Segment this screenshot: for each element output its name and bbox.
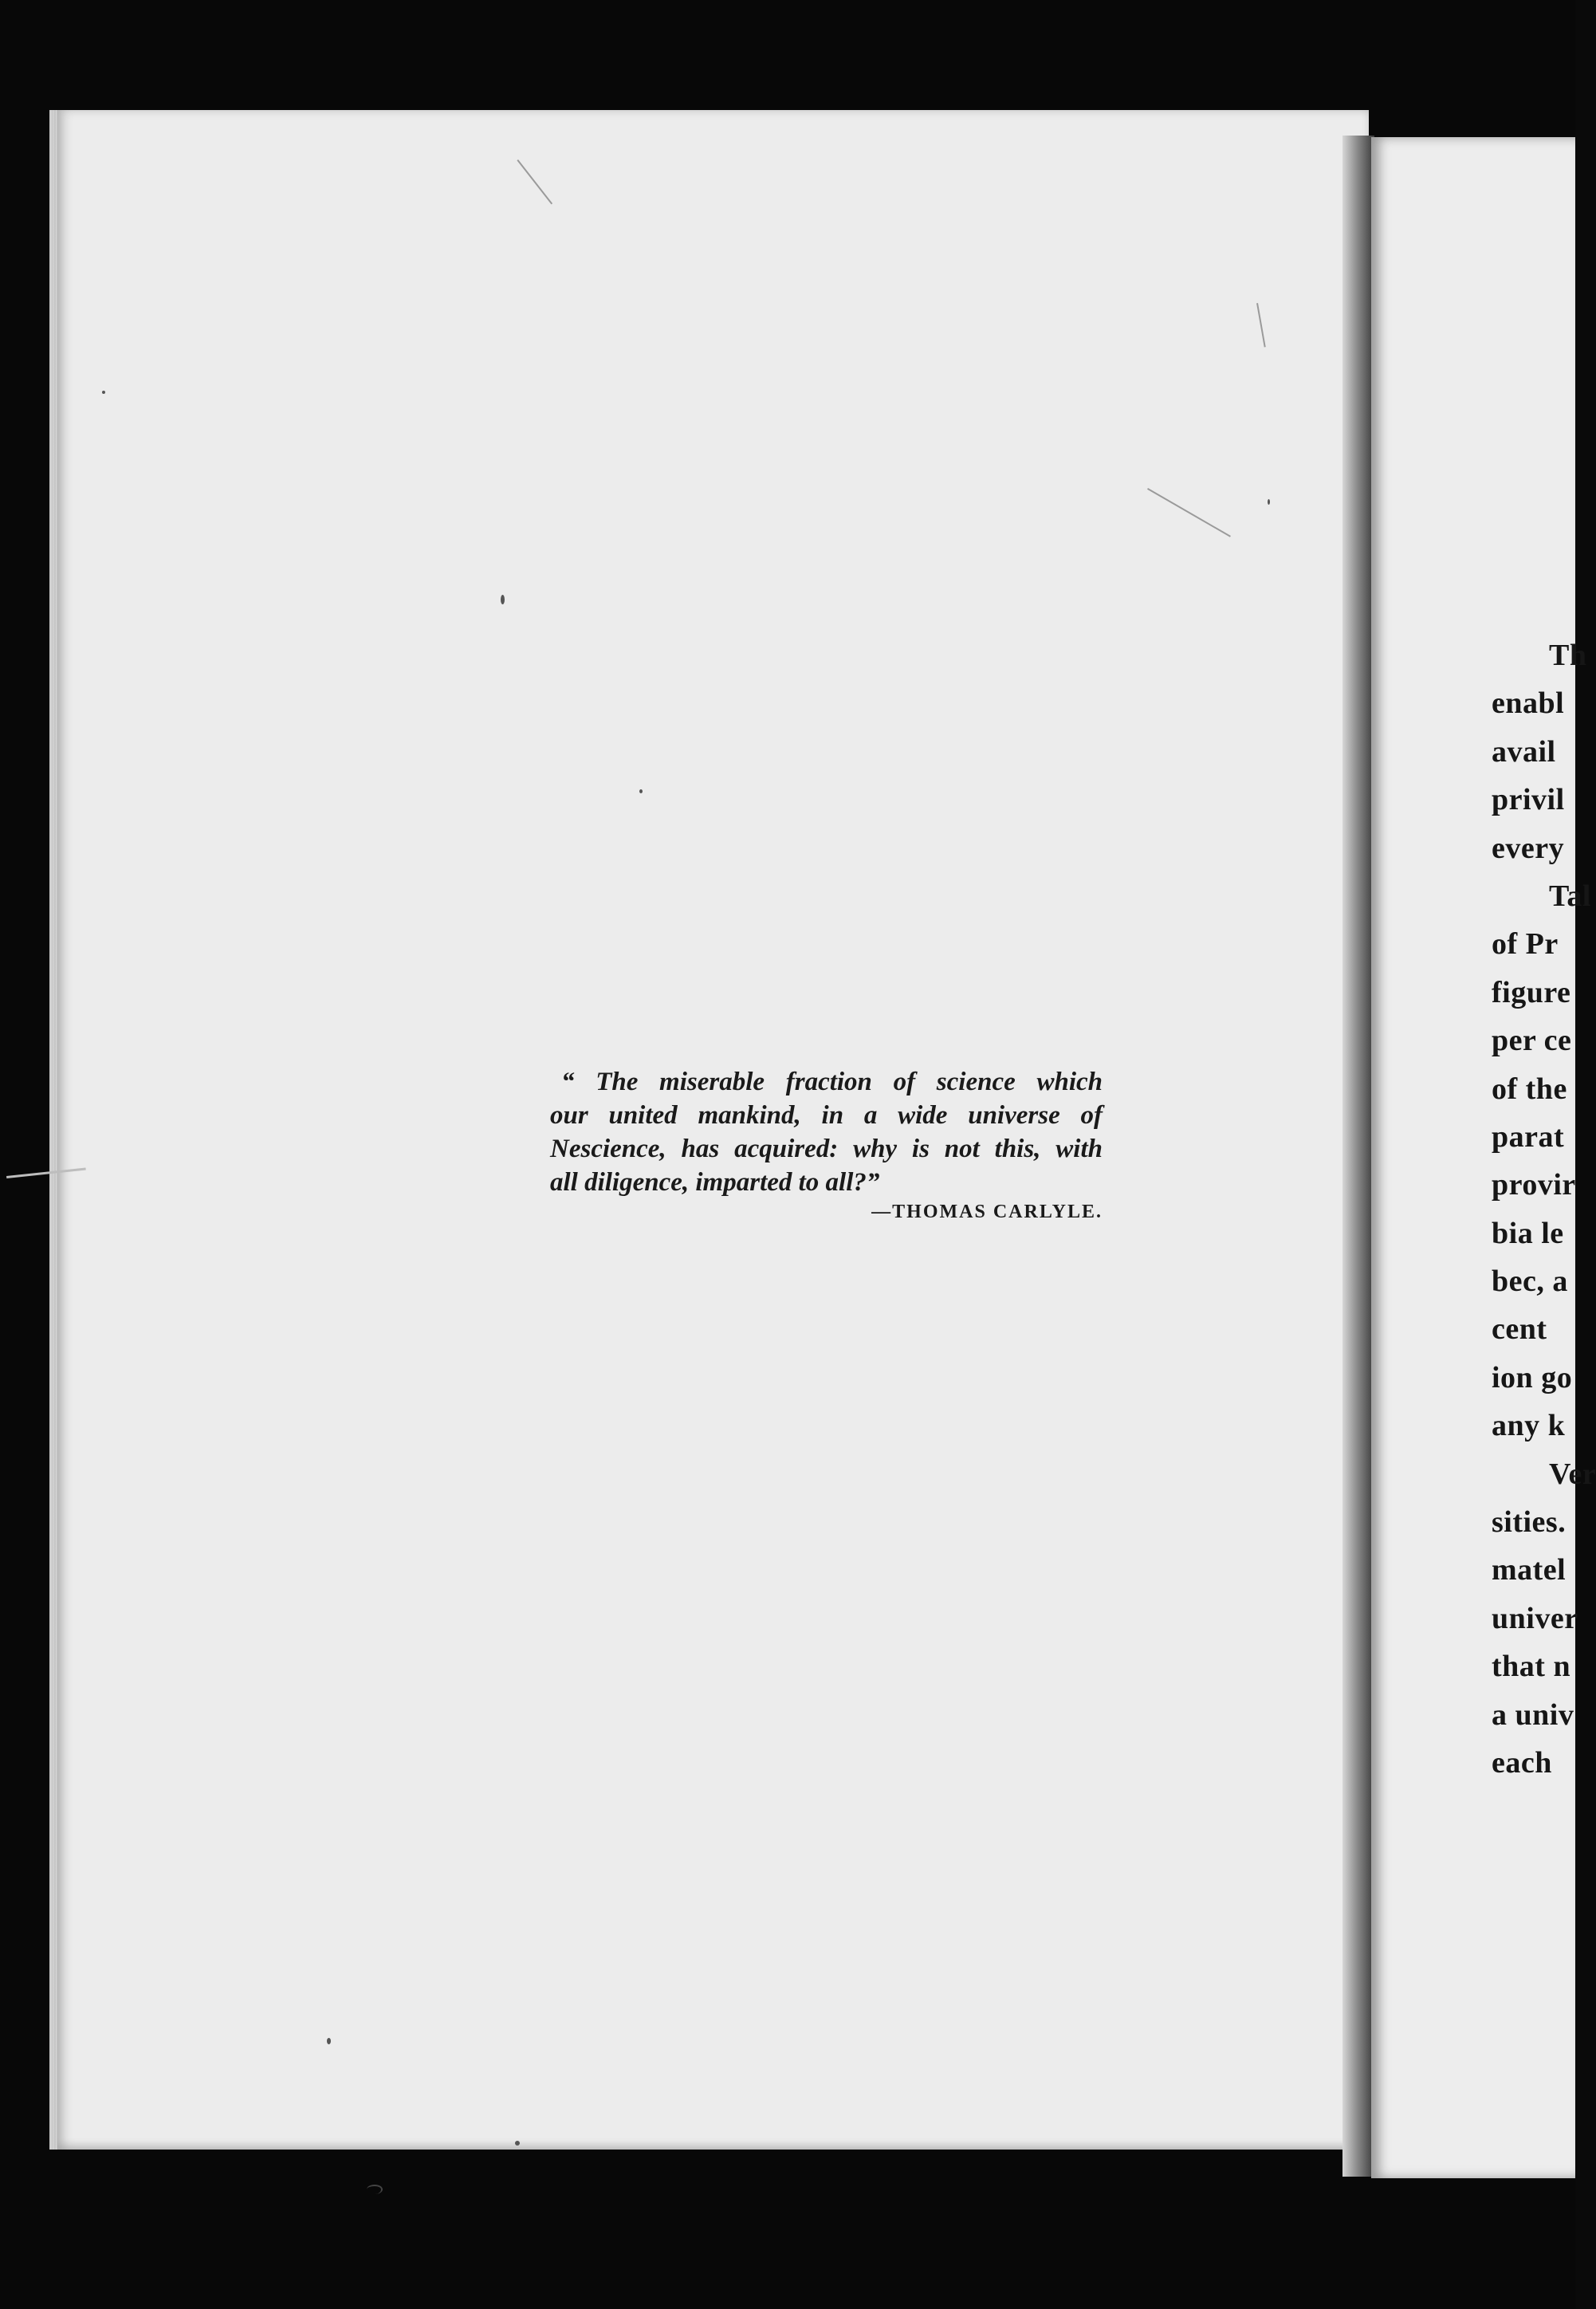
text-line: bia le bbox=[1492, 1216, 1564, 1250]
text-line: matel bbox=[1492, 1553, 1567, 1587]
text-line: avail bbox=[1492, 734, 1556, 769]
text-line: ion go bbox=[1492, 1360, 1573, 1394]
left-page bbox=[49, 110, 1369, 2150]
text-line: that n bbox=[1492, 1650, 1571, 1684]
right-page bbox=[1371, 137, 1596, 2178]
paper-speck bbox=[102, 391, 105, 394]
text-line: of the bbox=[1492, 1072, 1567, 1106]
text-line: bec, a bbox=[1492, 1265, 1568, 1299]
quote-line: Nescience, has acquired: why is not this, with bbox=[550, 1135, 1103, 1163]
quote-line: our united mankind, in a wide universe of bbox=[550, 1101, 1103, 1130]
epigraph bbox=[550, 1065, 1103, 1223]
paper-speck bbox=[327, 2038, 331, 2044]
paper-speck bbox=[639, 789, 643, 793]
text-line: any k bbox=[1492, 1409, 1566, 1443]
text-line: figure bbox=[1492, 975, 1571, 1009]
facing-page-text bbox=[1492, 631, 1596, 1787]
paper-speck bbox=[1268, 499, 1270, 505]
text-line: enabl bbox=[1492, 686, 1565, 721]
text-line: sities. bbox=[1492, 1505, 1567, 1540]
text-line: univer bbox=[1492, 1601, 1578, 1635]
text-line: privil bbox=[1492, 783, 1565, 817]
text-line: a univ bbox=[1492, 1697, 1574, 1732]
text-line: Ver bbox=[1549, 1457, 1596, 1491]
text-line: Th bbox=[1549, 639, 1587, 672]
text-line: each bbox=[1492, 1745, 1552, 1780]
text-line: of Pr bbox=[1492, 927, 1559, 962]
text-line: every bbox=[1492, 831, 1565, 865]
text-line: Tal bbox=[1549, 879, 1591, 913]
paper-speck bbox=[515, 2141, 520, 2146]
quote-text bbox=[550, 1065, 1103, 1199]
scan-artifact bbox=[367, 2185, 383, 2194]
text-line: per ce bbox=[1492, 1024, 1572, 1058]
quote-line: all diligence, imparted to all?” bbox=[550, 1168, 880, 1197]
book-gutter bbox=[1342, 136, 1374, 2177]
paper-speck bbox=[501, 595, 505, 604]
quote-attribution: —THOMAS CARLYLE. bbox=[871, 1202, 1103, 1222]
text-line: provir bbox=[1492, 1168, 1576, 1202]
text-line: parat bbox=[1492, 1119, 1565, 1154]
text-line: cent bbox=[1492, 1312, 1547, 1347]
quote-line: “ The miserable fraction of science which bbox=[561, 1068, 1103, 1096]
